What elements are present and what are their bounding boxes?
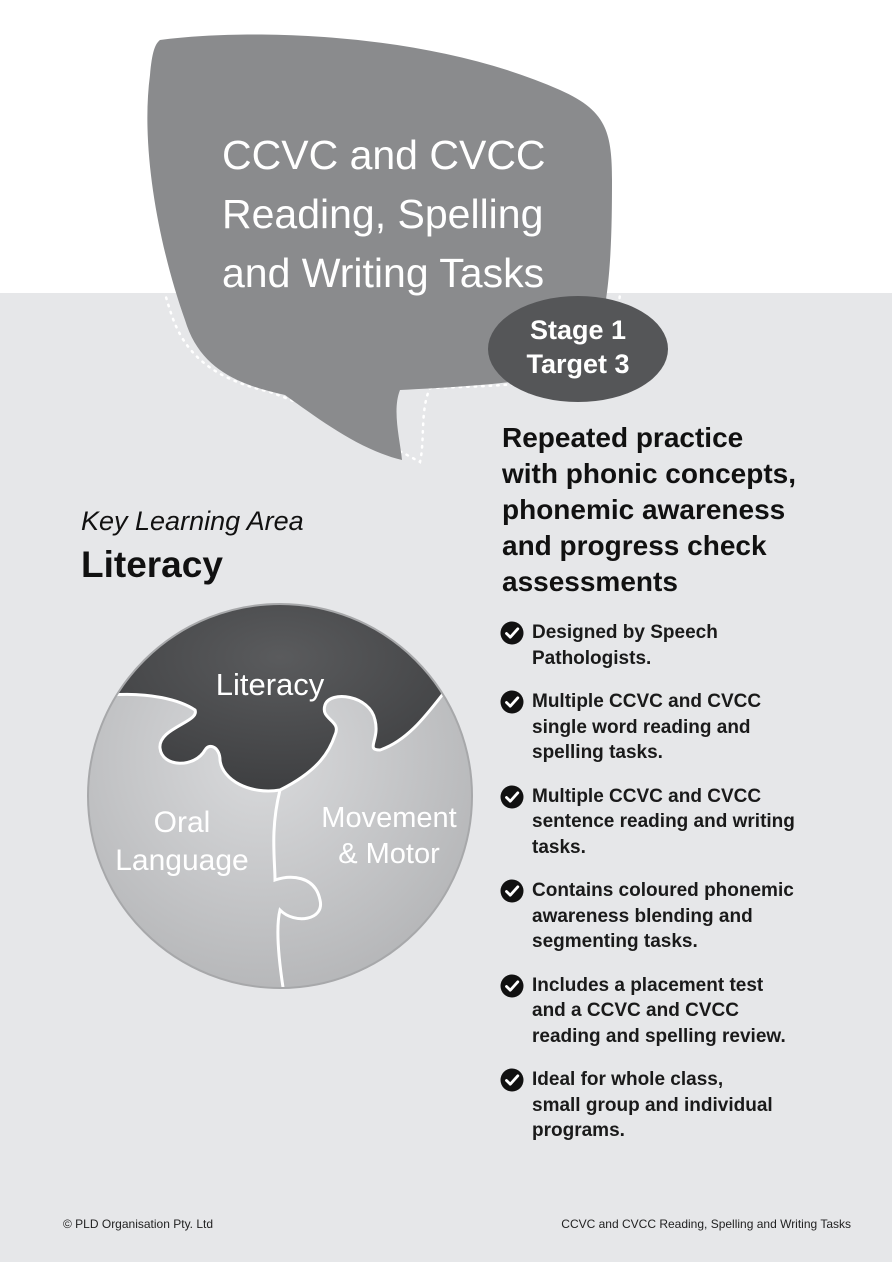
puzzle-circle-graphic	[80, 600, 480, 1000]
heading-line: phonemic awareness	[502, 494, 786, 525]
puzzle-label-motor: & Motor	[338, 838, 440, 870]
feature-item	[500, 689, 830, 766]
feature-text-line: Multiple CCVC and CVCC	[532, 785, 762, 807]
title-line: Reading, Spelling	[222, 191, 544, 237]
key-learning-area-title: Literacy	[81, 544, 223, 585]
feature-text-line: awareness blending and	[532, 905, 753, 927]
feature-text-line: segmenting tasks.	[532, 931, 698, 952]
title-line: and Writing Tasks	[222, 250, 545, 296]
heading-line: Repeated practice	[502, 422, 744, 453]
feature-text-line: tasks.	[532, 836, 586, 858]
feature-text-line: Includes a placement test	[532, 974, 764, 996]
check-circle-icon	[500, 1068, 524, 1092]
feature-item	[500, 1067, 830, 1144]
check-circle-icon	[500, 785, 524, 809]
feature-heading	[502, 420, 832, 600]
footer-book-title: CCVC and CVCC Reading, Spelling and Writing Tasks	[561, 1217, 851, 1231]
feature-list	[500, 620, 830, 1162]
feature-text-line: Ideal for whole class,	[532, 1069, 724, 1090]
footer-copyright: © PLD Organisation Pty. Ltd	[63, 1217, 214, 1231]
feature-text-line: Designed by Speech	[532, 622, 718, 643]
feature-text-line: programs.	[532, 1120, 625, 1141]
puzzle-label-literacy: Literacy	[215, 667, 325, 702]
heading-line: with phonic concepts,	[502, 458, 797, 489]
feature-text-line: Pathologists.	[532, 647, 652, 669]
stage-badge-text	[490, 313, 666, 381]
check-circle-icon	[500, 879, 524, 903]
feature-item	[500, 878, 830, 955]
puzzle-label-oral: Oral	[153, 806, 211, 839]
feature-text-line: single word reading and	[532, 716, 751, 738]
feature-text-line: and a CCVC and CVCC	[532, 1000, 739, 1021]
feature-item	[500, 620, 830, 671]
check-circle-icon	[500, 974, 524, 998]
key-learning-area-label: Key Learning Area	[81, 506, 304, 536]
feature-text-line: Multiple CCVC and CVCC	[532, 691, 762, 712]
feature-text-line: Contains coloured phonemic	[532, 880, 794, 901]
puzzle-label-language: Language	[115, 844, 249, 877]
heading-line: assessments	[502, 566, 678, 597]
feature-text-line: sentence reading and writing	[532, 811, 795, 832]
title-line: CCVC and CVCC	[222, 132, 546, 178]
feature-item	[500, 784, 830, 861]
stage-label: Stage 1	[529, 315, 627, 345]
check-circle-icon	[500, 621, 524, 645]
puzzle-label-movement: Movement	[321, 802, 457, 834]
book-title	[222, 126, 602, 303]
feature-text-line: small group and individual	[532, 1094, 773, 1116]
feature-text-line: reading and spelling review.	[532, 1025, 786, 1047]
check-circle-icon	[500, 690, 524, 714]
feature-text-line: spelling tasks.	[532, 742, 663, 763]
feature-item	[500, 973, 830, 1050]
heading-line: and progress check	[502, 530, 767, 561]
target-label: Target 3	[526, 349, 630, 379]
